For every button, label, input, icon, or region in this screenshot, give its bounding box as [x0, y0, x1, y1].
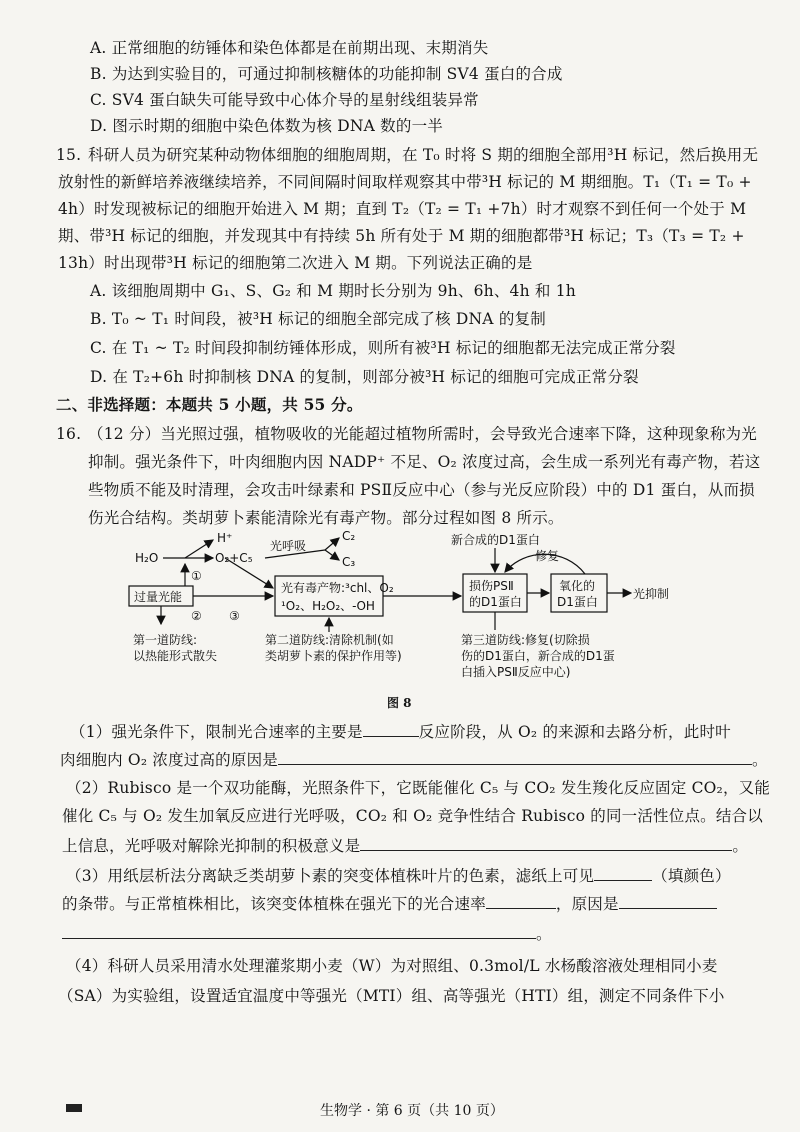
fig-c3: C₃ — [342, 555, 356, 569]
fig-new-d1: 新合成的D1蛋白 — [451, 533, 540, 547]
q15-line-3: 4h）时发现被标记的细胞开始进入 M 期；直到 T₂（T₂ = T₁ +7h）时才观察不到任何一个处于 M — [58, 200, 747, 218]
q16-sub3-blank-1[interactable] — [594, 864, 652, 881]
q16-sub1-blank-1[interactable] — [363, 720, 419, 737]
option-a: A. 正常细胞的纺锤体和染色体都是在前期出现、末期消失 — [90, 39, 489, 57]
q16-sub1-text-c: 肉细胞内 O₂ 浓度过高的原因是 — [60, 751, 278, 769]
fig-def2-line-2: 类胡萝卜素的保护作用等) — [265, 649, 402, 663]
q15-option-b: B. T₀ ~ T₁ 时间段，被³H 标记的细胞全部完成了核 DNA 的复制 — [90, 310, 546, 328]
q16-sub2-line-1: （2）Rubisco 是一个双功能酶，光照条件下，它既能催化 C₅ 与 CO₂ 发生羧化反应固定 CO₂，又能 — [66, 779, 771, 797]
q15-option-c: C. 在 T₁ ~ T₂ 时间段抑制纺锤体形成，则所有被³H 标记的细胞都无法完成正常分裂 — [90, 339, 676, 357]
option-c: C. SV4 蛋白缺失可能导致中心体介导的星射线组装异常 — [90, 91, 479, 109]
fig-def3-line-1: 第三道防线:修复(切除损 — [461, 633, 590, 647]
option-b: B. 为达到实验目的，可通过抑制核糖体的功能抑制 SV4 蛋白的合成 — [90, 65, 563, 83]
fig-circle-3: ③ — [229, 609, 240, 623]
q15-option-a: A. 该细胞周期中 G₁、S、G₂ 和 M 期时长分别为 9h、6h、4h 和 1h — [90, 282, 576, 300]
q16-sub1-text-a: （1）强光条件下，限制光合速率的主要是 — [70, 723, 363, 741]
fig-photoresp: 光呼吸 — [270, 539, 307, 553]
fig-circle-1: ① — [191, 569, 202, 583]
fig-excess-light: 过量光能 — [134, 590, 183, 604]
q16-sub2-line-3 — [62, 834, 748, 856]
q16-number: 16. — [56, 425, 82, 443]
q16-sub2-text-c: 上信息，光呼吸对解除光抑制的积极意义是 — [62, 837, 361, 855]
q16-sub3-line-1 — [66, 864, 731, 886]
fig-toxic-line-2: ¹O₂、H₂O₂、-OH — [281, 599, 375, 613]
q16-sub3-text-a: （3）用纸层析法分离缺乏类胡萝卜素的突变体植株叶片的色素，滤纸上可见 — [66, 867, 595, 885]
fig-oxidized-line-2: D1蛋白 — [557, 595, 598, 609]
q16-sub3-blank-2[interactable] — [486, 892, 556, 909]
q16-sub1-period: 。 — [751, 751, 768, 769]
q16-sub3-text-c: 的条带。与正常植株相比，该突变体植株在强光下的光合速率 — [62, 895, 486, 913]
q16-sub2-line-2: 催化 C₅ 与 O₂ 发生加氧反应进行光呼吸，CO₂ 和 O₂ 竞争性结合 Rubisco 的同一活性位点。结合以 — [62, 807, 763, 825]
fig-damaged-line-2: 的D1蛋白 — [469, 595, 522, 609]
fig-o2c5: O₂+C₅ — [215, 551, 253, 565]
section-heading: 二、非选择题：本题共 5 小题，共 55 分。 — [56, 395, 363, 414]
q15-line-2: 放射性的新鲜培养液继续培养，不同间隔时间取样观察其中带³H 标记的 M 期细胞。T₁（T₁ = T₀ + — [58, 173, 752, 191]
fig-h2o: H₂O — [135, 551, 159, 565]
q16-line-2: 抑制。强光条件下，叶肉细胞内因 NADP⁺ 不足、O₂ 浓度过高，会生成一系列光有毒产物，若这 — [88, 453, 761, 471]
q15-option-d: D. 在 T₂+6h 时抑制核 DNA 的复制，则部分被³H 标记的细胞可完成正常分裂 — [90, 368, 639, 386]
q16-sub1-text-b: 反应阶段，从 O₂ 的来源和去路分析，此时叶 — [418, 723, 731, 741]
fig-def2-line-1: 第二道防线:清除机制(如 — [265, 633, 394, 647]
q16-sub3-line-2 — [62, 892, 717, 914]
q16-sub4-line-1: （4）科研人员采用清水处理灌浆期小麦（W）为对照组、0.3mol/L 水杨酸溶液处理相同小麦 — [66, 957, 718, 975]
q16-sub3-text-b: （填颜色） — [652, 867, 731, 885]
fig-arrow-c3 — [325, 550, 339, 560]
q15-line-1: 科研人员为研究某种动物体细胞的细胞周期，在 T₀ 时将 S 期的细胞全部用³H 标记，然后换用无 — [88, 146, 759, 164]
footer-mark — [66, 1104, 82, 1112]
fig-def1-line-1: 第一道防线: — [133, 633, 198, 647]
q16-sub3-text-d: ，原因是 — [555, 895, 619, 913]
q16-line-4: 伤光合结构。类胡萝卜素能清除光有毒产物。部分过程如图 8 所示。 — [88, 509, 564, 527]
fig-def3-line-2: 伤的D1蛋白，新合成的D1蛋 — [461, 649, 615, 663]
q16-sub2-blank[interactable] — [360, 834, 732, 851]
fig-hplus: H⁺ — [217, 531, 233, 545]
q16-sub1-line-1 — [70, 720, 731, 742]
q16-sub2-period: 。 — [732, 837, 749, 855]
fig-c2: C₂ — [342, 529, 356, 543]
fig-def1-line-2: 以热能形式散失 — [133, 649, 218, 663]
q16-line-3: 些物质不能及时清理，会攻击叶绿素和 PSⅡ反应中心（参与光反应阶段）中的 D1 蛋白，从而损 — [88, 481, 755, 499]
page-footer: 生物学 · 第 6 页（共 10 页） — [320, 1103, 504, 1119]
q16-sub1-blank-2[interactable] — [278, 748, 752, 765]
fig-def3-line-3: 白插入PSⅡ反应中心) — [461, 665, 571, 679]
q15-line-5: 13h）时出现带³H 标记的细胞第二次进入 M 期。下列说法正确的是 — [58, 254, 533, 272]
q16-sub3-blank-3[interactable] — [619, 892, 717, 909]
q16-sub4-line-2: （SA）为实验组，设置适宜温度中等强光（MTI）组、高等强光（HTI）组，测定不同条件下小 — [58, 987, 725, 1005]
q16-sub3-period: 。 — [536, 925, 552, 943]
fig-arrow-c2 — [325, 538, 339, 550]
fig-circle-2: ② — [191, 609, 202, 623]
option-d: D. 图示时期的细胞中染色体数为核 DNA 数的一半 — [90, 117, 443, 135]
fig-arrow-h2o-hplus — [185, 540, 213, 558]
fig-damaged-line-1: 损伤PSⅡ — [469, 579, 514, 593]
q16-line-1: （12 分）当光照过强，植物吸收的光能超过植物所需时，会导致光合速率下降，这种现象称为光 — [88, 425, 757, 443]
figure-caption: 图 8 — [387, 696, 412, 710]
q16-sub1-line-2 — [60, 748, 768, 770]
fig-repair: 修复 — [535, 549, 560, 563]
q16-sub3-line-3 — [62, 922, 552, 944]
fig-photoinhibition: 光抑制 — [633, 587, 670, 601]
fig-oxidized-line-1: 氧化的 — [559, 579, 596, 593]
fig-toxic-line-1: 光有毒产物:³chl、O₂ — [281, 581, 394, 595]
q16-sub3-blank-4[interactable] — [62, 922, 536, 939]
q15-number: 15. — [56, 146, 82, 164]
q15-line-4: 期、带³H 标记的细胞，并发现其中有持续 5h 所有处于 M 期的细胞都带³H 标记；T₃（T₃ = T₂ + — [58, 227, 745, 245]
figure-8-diagram — [125, 528, 685, 688]
